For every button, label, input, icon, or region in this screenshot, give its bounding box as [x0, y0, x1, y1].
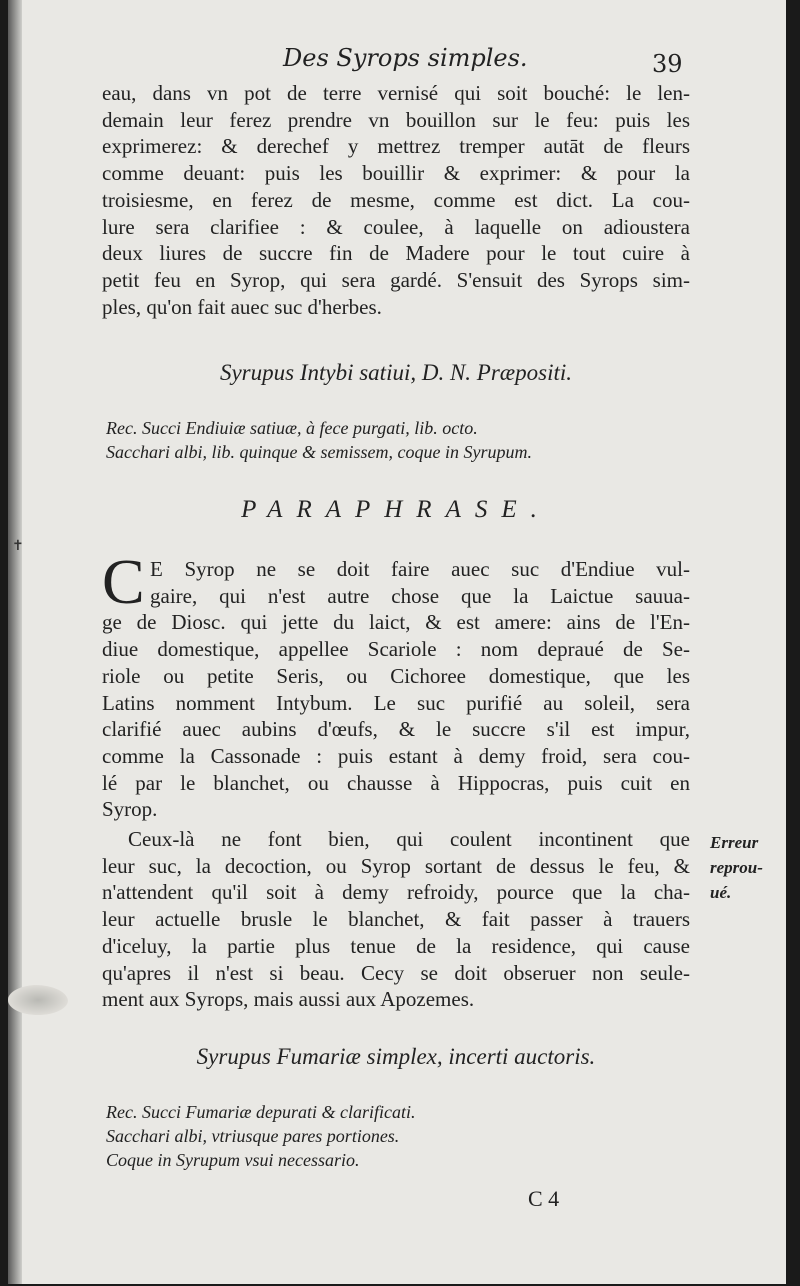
- margin-note-line: Erreur: [710, 833, 759, 852]
- margin-note: [710, 830, 780, 905]
- text-line: lé par le blanchet, ou chausse à Hippocras, puis cuit en: [102, 770, 690, 795]
- recipe-line: Rec. Succi Endiuiæ satiuæ, à fece purgati, lib. octo.: [106, 418, 478, 438]
- recipe-fumariae: [106, 1100, 686, 1172]
- signature-mark: C 4: [528, 1186, 560, 1211]
- text-line: lure sera clarifiee : & coulee, à laquelle on adioustera: [102, 214, 690, 239]
- recipe-line: Rec. Succi Fumariæ depurati & clarificati.: [106, 1102, 416, 1122]
- margin-note-line: ué.: [710, 883, 732, 902]
- text-line: diue domestique, appellee Scariole : nom depraué de Se-: [102, 637, 690, 662]
- section-heading-fumariae: Syrupus Fumariæ simplex, incerti auctoris.: [196, 1044, 596, 1069]
- text-line: comme deuant: puis les bouillir & exprimer: & pour la: [102, 161, 690, 186]
- paragraph-paraphrase: [102, 556, 690, 823]
- margin-note-line: reprou-: [710, 858, 763, 877]
- text-line: demain leur ferez prendre vn bouillon sur le feu: puis les: [102, 107, 690, 132]
- book-page: [8, 0, 786, 1284]
- text-line: comme la Cassonade : puis estant à demy froid, sera cou-: [102, 743, 690, 768]
- paragraph-intro: [102, 80, 690, 320]
- text-line: petit feu en Syrop, qui sera gardé. S'ensuit des Syrops sim-: [102, 267, 690, 292]
- text-line: clarifié auec aubins d'œufs, & le succre s'il est impur,: [102, 717, 690, 742]
- page-number: 39: [652, 50, 683, 78]
- page-gutter: [8, 0, 22, 1284]
- text-line: leur actuelle brusle le blanchet, & fait passer à trauers: [102, 907, 690, 932]
- drop-cap: C: [102, 546, 145, 617]
- text-line: ment aux Syrops, mais aussi aux Apozemes.: [102, 987, 475, 1012]
- margin-mark: ✝: [12, 538, 24, 554]
- recipe-intybi: [106, 416, 686, 464]
- text-line: qu'apres il n'est si beau. Cecy se doit obseruer non seule-: [102, 960, 690, 985]
- text-line: riole ou petite Seris, ou Cichoree domestique, que les: [102, 663, 690, 688]
- recipe-line: Sacchari albi, lib. quinque & semissem, coque in Syrupum.: [106, 442, 532, 462]
- section-heading-intybi: Syrupus Intybi satiui, D. N. Præpositi.: [219, 360, 573, 385]
- text-line: ge de Diosc. qui jette du laict, & est amere: ains de l'En-: [102, 610, 690, 635]
- text-line: d'iceluy, la partie plus tenue de la residence, qui cause: [102, 933, 690, 958]
- text-line: exprimerez: & derechef y mettrez tremper autāt de fleurs: [102, 134, 690, 159]
- text-line: troisiesme, en ferez de mesme, comme est dict. La cou-: [102, 187, 690, 212]
- text-line: gaire, qui n'est autre chose que la Laictue sauua-: [150, 583, 690, 608]
- paragraph-advice: [102, 826, 690, 1013]
- running-head: [8, 44, 786, 84]
- text-line: Syrop.: [102, 797, 158, 822]
- page-stain: [8, 985, 68, 1015]
- text-line: n'attendent qu'il soit à demy refroidy, pource que la cha-: [102, 880, 690, 905]
- text-line: ples, qu'on fait auec suc d'herbes.: [102, 294, 382, 319]
- text-line: deux liures de succre fin de Madere pour le tout cuire à: [102, 241, 690, 266]
- text-line: Ceux-là ne font bien, qui coulent incontinent que: [128, 827, 690, 851]
- text-line: Latins nomment Intybum. Le suc purifié au soleil, sera: [102, 690, 690, 715]
- running-head-title: Des Syrops simples.: [283, 44, 528, 72]
- text-line: E Syrop ne se doit faire auec suc d'Endiue vul-: [150, 557, 690, 581]
- recipe-line: Sacchari albi, vtriusque pares portiones.: [106, 1126, 400, 1146]
- text-line: eau, dans vn pot de terre vernisé qui soit bouché: le len-: [102, 81, 690, 105]
- recipe-line: Coque in Syrupum vsui necessario.: [106, 1150, 360, 1170]
- paraphrase-heading: PARAPHRASE.: [241, 496, 551, 523]
- text-line: leur suc, la decoction, ou Syrop sortant de dessus le feu, &: [102, 853, 690, 878]
